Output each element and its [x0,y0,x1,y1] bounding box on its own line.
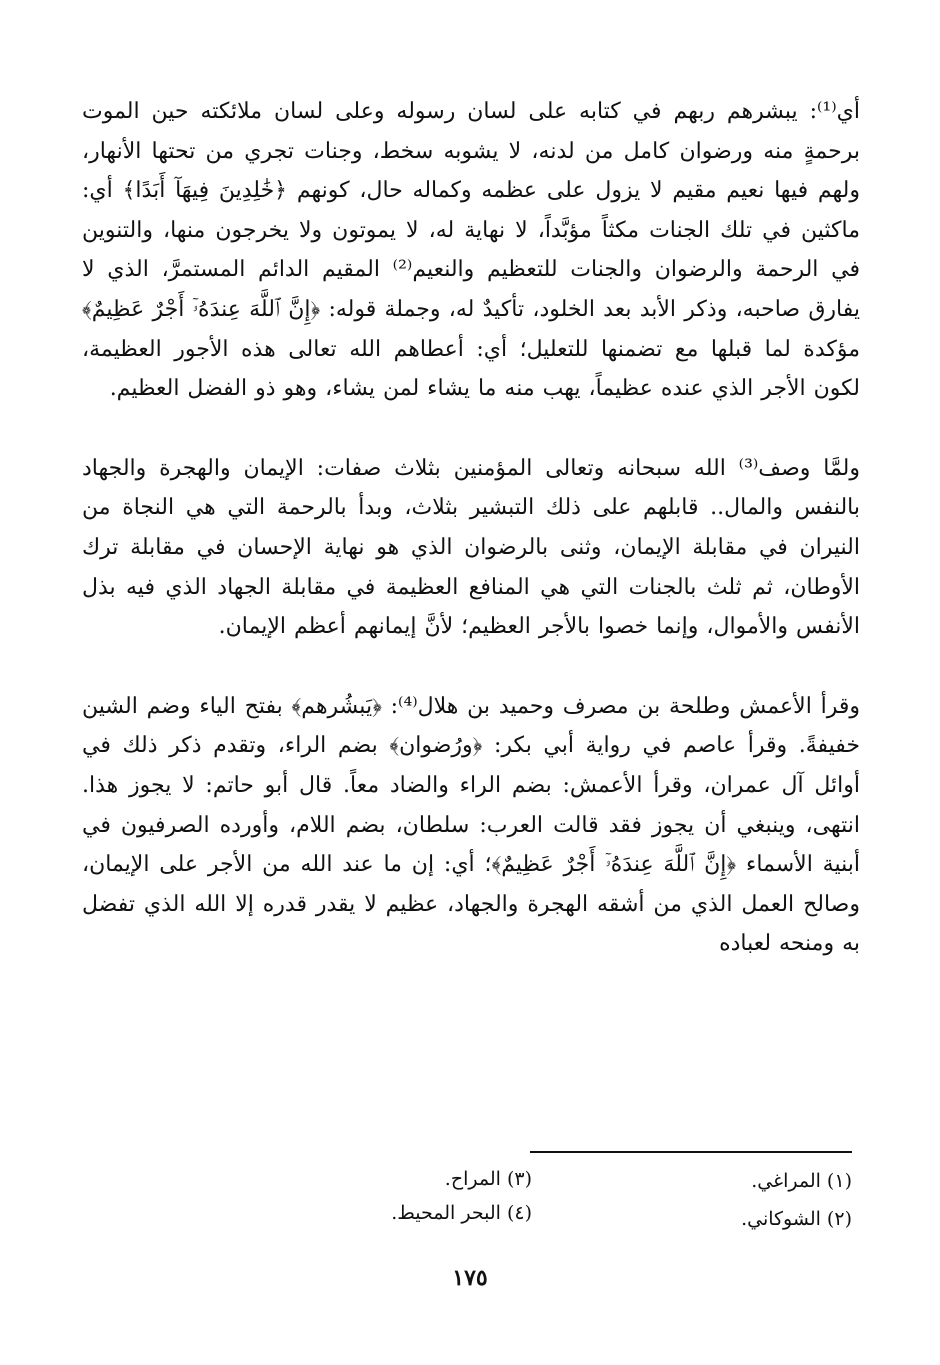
footnote-column-right [572,1162,852,1238]
body-text [82,92,860,964]
footnote-2: (٢) الشوكاني. [741,1208,852,1230]
footnote-1: (١) المراغي. [751,1170,852,1192]
page-number: ١٧٥ [452,1265,488,1291]
footnote-3: (٣) المراح. [444,1168,532,1190]
paragraph-1: أي⁽¹⁾: يبشرهم ربهم في كتابه على لسان رسوله وعلى لسان ملائكته حين الموت برحمةٍ منه ورضوان كامل من لدنه، لا يشوبه سخط، وجنات تجري من تحتها الأنهار، ولهم فيها نعيم مقيم لا يزول على عظمه وكماله حال، كونهم ﴿خَٰلِدِينَ فِيهَآ أَبَدًا﴾ أي: ماكثين في تلك الجنات مكثاً مؤبَّداً، لا نهاية له، لا يموتون ولا يخرجون منها، والتنوين في الرحمة والرضوان والجنات للتعظيم والنعيم⁽²⁾ المقيم الدائم المستمرَّ، الذي لا يفارق صاحبه، وذكر الأبد بعد الخلود، تأكيدٌ له، وجملة قوله: ﴿إِنَّ ٱللَّهَ عِندَهُۥٓ أَجْرٌ عَظِيمٌ﴾ مؤكدة لما قبلها مع تضمنها للتعليل؛ أي: أعطاهم الله تعالى هذه الأجور العظيمة، لكون الأجر الذي عنده عظيماً، يهب منه ما يشاء لمن يشاء، وهو ذو الفضل العظيم. [82,99,860,402]
footnote-4: (٤) البحر المحيط. [391,1202,532,1224]
footnote-separator [530,1151,852,1153]
footnote-column-left [252,1162,532,1230]
paragraph-3: وقرأ الأعمش وطلحة بن مصرف وحميد بن هلال⁽⁴⁾: ﴿يَبشُرهم﴾ بفتح الياء وضم الشين خفيفةً. وقرأ عاصم في رواية أبي بكر: ﴿ورُضوان﴾ بضم الراء، وتقدم ذكر ذلك في أوائل آل عمران، وقرأ الأعمش: بضم الراء والضاد معاً. قال أبو حاتم: لا يجوز هذا. انتهى، وينبغي أن يجوز فقد قالت العرب: سلطان، بضم اللام، وأورده الصرفيون في أبنية الأسماء ﴿إِنَّ ٱللَّهَ عِندَهُۥٓ أَجْرٌ عَظِيمٌ﴾؛ أي: إن ما عند الله من الأجر على الإيمان، وصالح العمل الذي من أشقه الهجرة والجهاد، عظيم لا يقدر قدره إلا الله الذي تفضل به ومنحه لعباده [82,693,860,957]
paragraph-2: ولمَّا وصف⁽³⁾ الله سبحانه وتعالى المؤمنين بثلاث صفات: الإيمان والهجرة والجهاد بالنفس والمال.. قابلهم على ذلك التبشير بثلاث، وبدأ بالرحمة التي هي النجاة من النيران في مقابلة الإيمان، وثنى بالرضوان الذي هو نهاية الإحسان في مقابلة ترك الأوطان، ثم ثلث بالجنات التي هي المنافع العظيمة في مقابلة الجهاد الذي فيه بذل الأنفس والأموال، وإنما خصوا بالأجر العظيم؛ لأنَّ إيمانهم أعظم الإيمان. [82,455,860,640]
footnotes [250,1162,852,1252]
